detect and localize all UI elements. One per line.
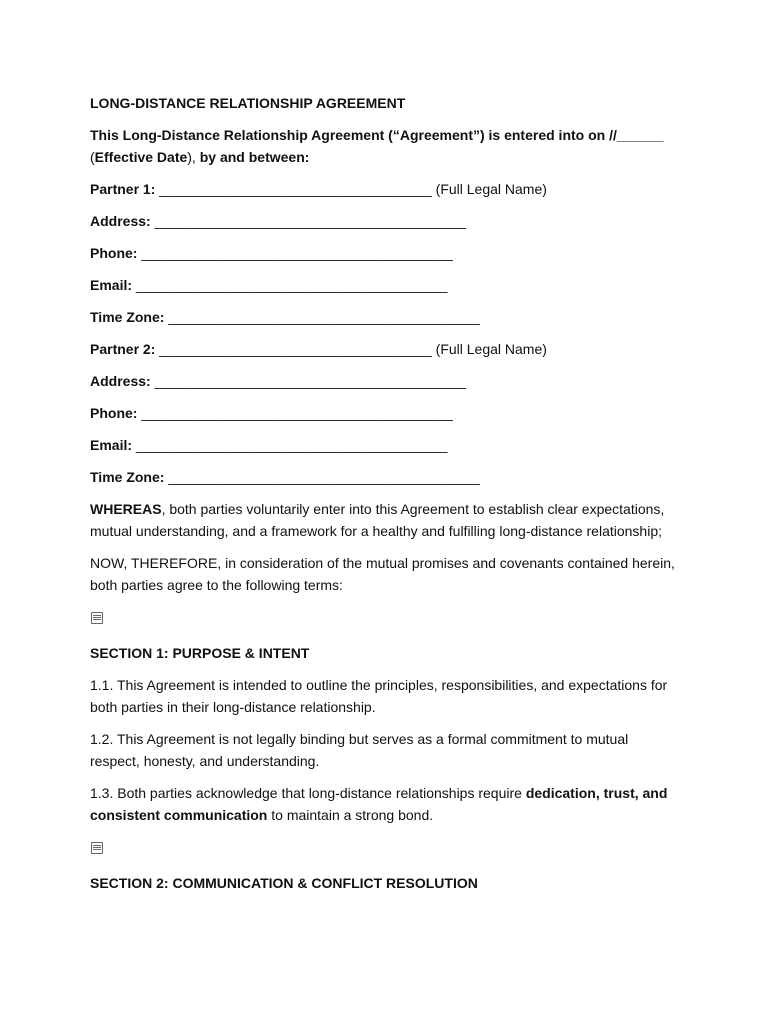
section1-clause-3-start: 1.3. Both parties acknowledge that long-distance relationships require xyxy=(90,785,526,801)
partner1-timezone-label: Time Zone: xyxy=(90,309,165,325)
whereas-text: , both parties voluntarily enter into this Agreement to establish clear expectations, mutual understanding, and a framework for a healthy and fulfilling long-distance relationship; xyxy=(90,501,665,539)
document-icon-glyph xyxy=(91,842,103,854)
partner2-name-label: Partner 2: xyxy=(90,341,156,357)
section1-clause-1: 1.1. This Agreement is intended to outline the principles, responsibilities, and expectations for both parties in their long-distance relationship. xyxy=(90,677,668,715)
partner1-email-blank[interactable]: ________________________________________ xyxy=(135,277,448,293)
document-title: LONG-DISTANCE RELATIONSHIP AGREEMENT xyxy=(90,95,406,111)
whereas-paragraph xyxy=(90,498,680,542)
partner2-address-blank[interactable]: ________________________________________ xyxy=(154,373,467,389)
intro-text: This Long-Distance Relationship Agreement (“Agreement”) is entered into on //______ xyxy=(90,127,664,143)
partner2-phone-field[interactable] xyxy=(90,402,680,424)
partner2-phone-blank[interactable]: ________________________________________ xyxy=(141,405,453,421)
partner2-email-label: Email: xyxy=(90,437,133,453)
effective-date-label: Effective Date xyxy=(94,149,188,165)
now-therefore-paragraph: NOW, THEREFORE, in consideration of the mutual promises and covenants contained herein, both parties agree to the following terms: xyxy=(90,555,675,593)
partner2-name-field[interactable] xyxy=(90,338,680,360)
partner1-phone-blank[interactable]: ________________________________________ xyxy=(141,245,453,261)
partner1-phone-field[interactable] xyxy=(90,242,680,264)
section1-clause-2: 1.2. This Agreement is not legally binding but serves as a formal commitment to mutual respect, honesty, and understanding. xyxy=(90,731,629,769)
document-icon xyxy=(90,836,680,872)
partner1-address-field[interactable] xyxy=(90,210,680,232)
section1-clause-3 xyxy=(90,782,680,826)
partner1-email-field[interactable] xyxy=(90,274,680,296)
section1-heading: SECTION 1: PURPOSE & INTENT xyxy=(90,645,310,661)
section2-heading: SECTION 2: COMMUNICATION & CONFLICT RESOLUTION xyxy=(90,875,478,891)
partner1-address-label: Address: xyxy=(90,213,151,229)
partner1-name-blank[interactable]: ___________________________________ xyxy=(159,181,432,197)
partner2-email-field[interactable] xyxy=(90,434,680,456)
partner2-address-label: Address: xyxy=(90,373,151,389)
partner2-timezone-label: Time Zone: xyxy=(90,469,165,485)
partner1-phone-label: Phone: xyxy=(90,245,138,261)
partner1-name-field[interactable] xyxy=(90,178,680,200)
partner2-phone-label: Phone: xyxy=(90,405,138,421)
partner1-name-note: (Full Legal Name) xyxy=(435,181,547,197)
partner2-name-note: (Full Legal Name) xyxy=(435,341,547,357)
whereas-lead: WHEREAS xyxy=(90,501,162,517)
partner1-address-blank[interactable]: ________________________________________ xyxy=(154,213,467,229)
partner1-timezone-blank[interactable]: ________________________________________ xyxy=(168,309,480,325)
partner1-email-label: Email: xyxy=(90,277,133,293)
partner2-address-field[interactable] xyxy=(90,370,680,392)
document-icon xyxy=(90,606,680,642)
partner1-timezone-field[interactable] xyxy=(90,306,680,328)
intro-close-paren: ), xyxy=(187,149,200,165)
partner2-email-blank[interactable]: ________________________________________ xyxy=(135,437,448,453)
partner2-timezone-field[interactable] xyxy=(90,466,680,488)
intro-paragraph xyxy=(90,124,680,168)
partner2-name-blank[interactable]: ___________________________________ xyxy=(159,341,432,357)
by-and-between: by and between: xyxy=(199,149,310,165)
section1-clause-3-bold: dedication, trust, and consistent communication xyxy=(90,785,668,823)
document-body xyxy=(90,92,680,904)
intro-open-paren: ( xyxy=(90,149,95,165)
partner1-name-label: Partner 1: xyxy=(90,181,156,197)
section1-clause-3-end: to maintain a strong bond. xyxy=(267,807,434,823)
document-icon-glyph xyxy=(91,612,103,624)
partner2-timezone-blank[interactable]: ________________________________________ xyxy=(168,469,480,485)
